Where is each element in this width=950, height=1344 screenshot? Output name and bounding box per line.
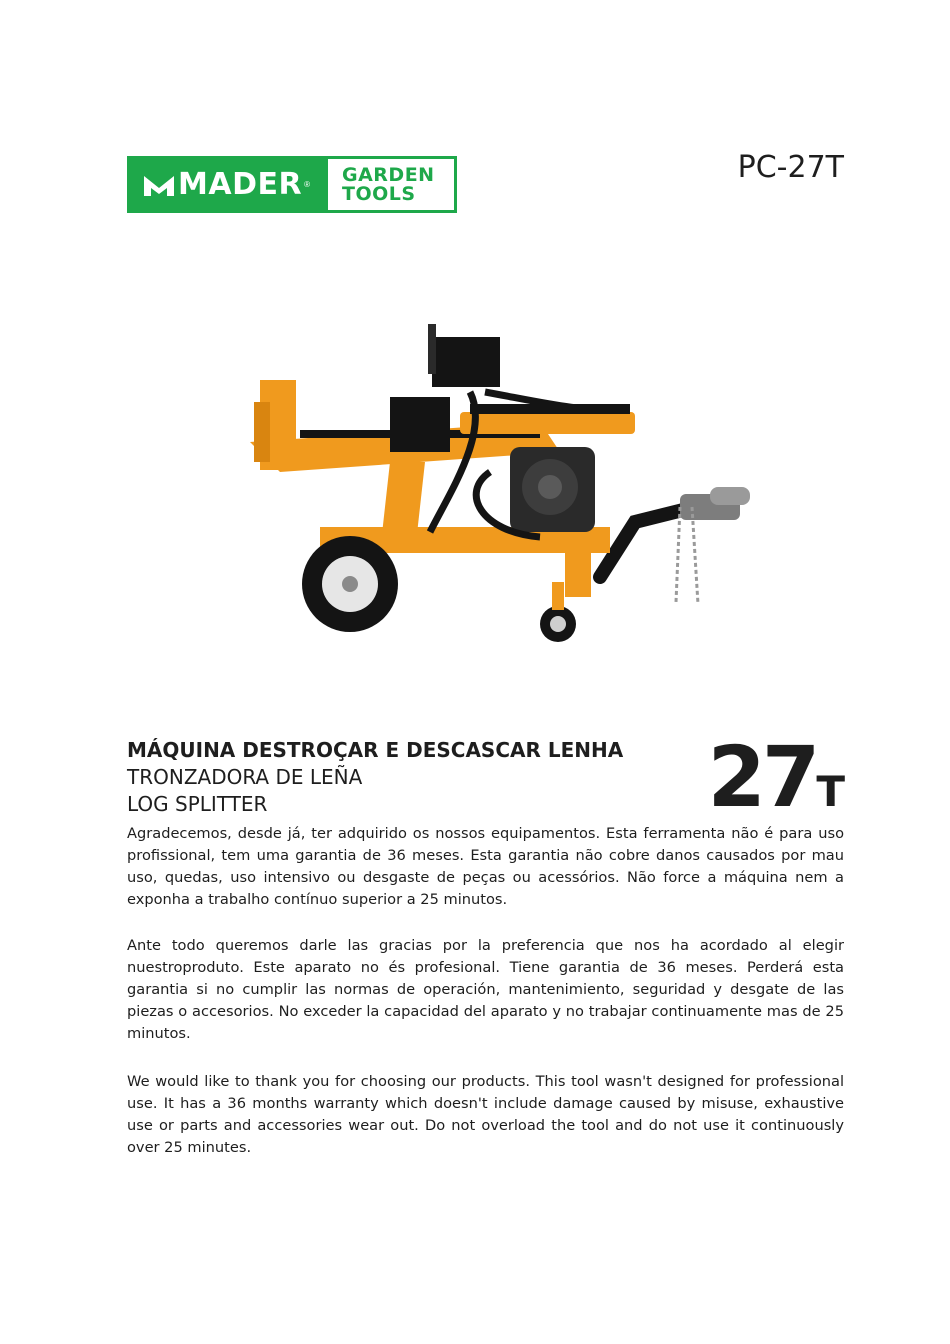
product-titles [127, 737, 623, 818]
tonnage-badge [707, 728, 845, 826]
log-splitter-image [240, 322, 785, 652]
brand-m-mark-icon [144, 174, 174, 196]
model-number: PC-27T [737, 150, 844, 185]
brand-tagline-line2: TOOLS [342, 182, 416, 205]
brand-logo [127, 156, 457, 213]
brand-name: MADER [178, 167, 303, 202]
title-spanish: TRONZADORA DE LEÑA [127, 765, 363, 789]
tonnage-value: 27 [707, 728, 817, 826]
title-english: LOG SPLITTER [127, 792, 268, 816]
paragraph-spanish: Ante todo queremos darle las gracias por la preferencia que nos ha acordado al elegir nuestroproduto. Este aparato no és profesional. Tiene garantia de 36 meses. Perderá esta garantia si no cumplir las normas de operación, mantenimiento, seguridad y desgate de las piezas o accesorios. No exceder la capacidad del aparato y no trabajar continuamente mas de 25 minutos. [127, 937, 844, 1042]
paragraph-portuguese: Agradecemos, desde já, ter adquirido os nossos equipamentos. Esta ferramenta não é para uso profissional, tem uma garantia de 36 meses. Esta garantia não cobre danos causados por mau uso, quedas, uso intensivo ou desgaste de peças ou acessórios. Não force a máquina nem a exponha a trabalho contínuo superior a 25 minutos. [127, 825, 844, 908]
brand-registered-mark: ® [304, 180, 310, 189]
brand-logo-green-block [130, 159, 328, 210]
title-portuguese: MÁQUINA DESTROÇAR E DESCASCAR LENHA [127, 738, 624, 762]
brand-tagline [328, 159, 454, 210]
tonnage-unit: T [816, 767, 845, 816]
paragraph-english: We would like to thank you for choosing our products. This tool wasn't designed for professional use. It has a 36 months warranty which doesn't include damage caused by misuse, exhaustive use or parts and accessories wear out. Do not overload the tool and do not use it continuously over 25 minutes. [127, 1073, 844, 1156]
brand-tagline-line1: GARDEN [342, 163, 435, 186]
